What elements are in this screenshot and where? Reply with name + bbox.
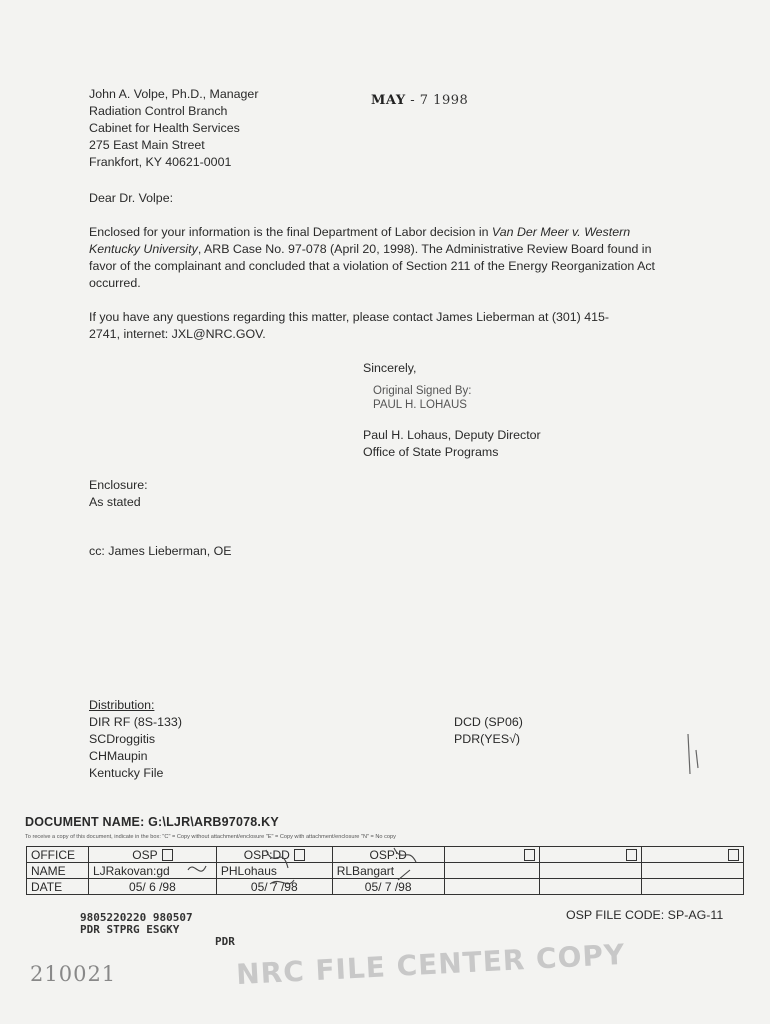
office-value: OSP:DD <box>243 847 290 862</box>
recipient-org: Radiation Control Branch <box>89 104 228 118</box>
distribution-left <box>89 697 182 782</box>
signer-office: Office of State Programs <box>363 445 499 459</box>
copy-instructions: To receive a copy of this document, indicate in the box: "C" = Copy without attachment/enclosure "E" = Copy with attachment/enclosure "N" = No copy <box>25 834 396 840</box>
accession-line-1: 9805220220 980507 <box>80 911 193 924</box>
row-label: NAME <box>27 863 89 879</box>
name-cell: RLBangart <box>332 863 444 879</box>
name-cell-empty <box>642 863 744 879</box>
recipient-city: Frankfort, KY 40621-0001 <box>89 155 232 169</box>
name-cell: PHLohaus <box>216 863 332 879</box>
copy-indicator-box <box>728 849 739 861</box>
distribution-item: Kentucky File <box>89 766 164 780</box>
distribution-item: CHMaupin <box>89 749 148 763</box>
distribution-item: SCDroggitis <box>89 732 156 746</box>
document-name: DOCUMENT NAME: G:\LJR\ARB97078.KY <box>25 815 279 829</box>
file-code: OSP FILE CODE: SP-AG-11 <box>566 908 724 922</box>
office-cell-empty <box>540 847 642 863</box>
row-label: OFFICE <box>27 847 89 863</box>
watermark: NRC FILE CENTER COPY <box>235 937 626 992</box>
distribution-item: DIR RF (8S-133) <box>89 715 182 729</box>
office-value: OSP <box>132 847 158 862</box>
recipient-address <box>89 86 258 171</box>
body-paragraph-1 <box>89 224 679 292</box>
date-stamp-day-year: - 7 1998 <box>410 93 469 108</box>
signature-stamp-line-1: Original Signed By: <box>373 385 472 397</box>
office-value: OSP:D <box>369 847 407 862</box>
distribution-heading: Distribution: <box>89 698 155 712</box>
case-name: Van Der Meer v. Western Kentucky University <box>89 225 631 256</box>
salutation: Dear Dr. Volpe: <box>89 191 174 205</box>
body-1-intro: Enclosed for your information is the final Department of Labor decision in <box>89 225 492 239</box>
signature-stamp-line-2: PAUL H. LOHAUS <box>373 399 467 411</box>
office-cell-empty <box>642 847 744 863</box>
accession-line-2: PDR STPRG ESGKY <box>80 923 180 936</box>
date-cell-empty <box>642 879 744 895</box>
date-cell: 05/ 7 /98 <box>332 879 444 895</box>
handwritten-mark <box>680 730 710 780</box>
name-cell-empty <box>444 863 540 879</box>
copy-indicator-box <box>524 849 535 861</box>
date-stamp <box>371 93 468 108</box>
body-paragraph-2: If you have any questions regarding this matter, please contact James Lieberman at (301) 415-2741, internet: JXL@NRC.GOV. <box>89 310 610 341</box>
closing: Sincerely, <box>363 361 417 375</box>
date-cell-empty <box>444 879 540 895</box>
signature-stamp <box>373 384 471 412</box>
office-cell-empty <box>444 847 540 863</box>
distribution-item: PDR(YES√) <box>454 732 521 746</box>
date-cell: 05/ 6 /98 <box>88 879 216 895</box>
enclosure-label: Enclosure: <box>89 478 148 492</box>
name-cell-empty <box>540 863 642 879</box>
signer-name: Paul H. Lohaus, Deputy Director <box>363 428 541 442</box>
recipient-street: 275 East Main Street <box>89 138 205 152</box>
enclosure-block <box>89 477 148 511</box>
signer-block <box>363 427 541 461</box>
accession-block <box>80 912 235 948</box>
accession-line-3: PDR <box>215 935 235 948</box>
recipient-cabinet: Cabinet for Health Services <box>89 121 240 135</box>
row-label: DATE <box>27 879 89 895</box>
handwritten-initials <box>170 840 450 900</box>
cc-line: cc: James Lieberman, OE <box>89 544 232 558</box>
distribution-right <box>454 714 523 748</box>
name-cell: LJRakovan:gd <box>88 863 216 879</box>
date-cell-empty <box>540 879 642 895</box>
enclosure-value: As stated <box>89 495 141 509</box>
date-cell: 05/ 7 /98 <box>216 879 332 895</box>
distribution-item: DCD (SP06) <box>454 715 523 729</box>
copy-indicator-box <box>626 849 637 861</box>
date-stamp-month: MAY <box>371 93 406 108</box>
recipient-name: John A. Volpe, Ph.D., Manager <box>89 87 259 101</box>
body-1-rest: , ARB Case No. 97-078 (April 20, 1998). The Administrative Review Board found in favor of the complainant and concluded that a violation of Section 211 of the Energy Reorganization Act occurred. <box>89 242 655 290</box>
page-number: 210021 <box>30 962 117 986</box>
